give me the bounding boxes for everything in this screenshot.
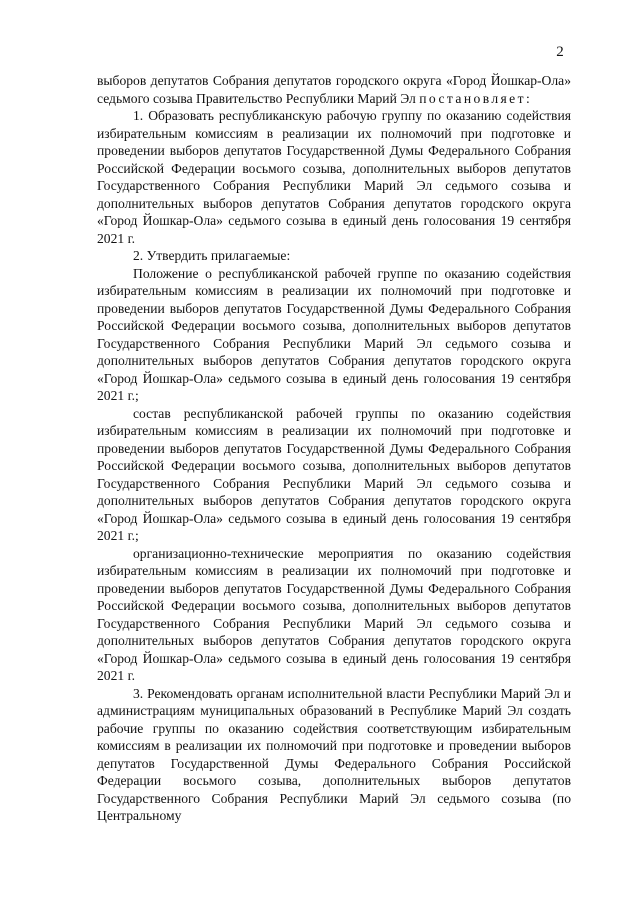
paragraph-item-2-measures: организационно-технические мероприятия по оказанию содействия избирательным комиссиям в реализации их полномочий при подготовке и проведении выборов депутатов Государственной Думы Федерального Собрания Российской Федерации восьмого созыва, дополнительных выборов депутатов Государственного Собрания Республики Марий Эл седьмого созыва и дополнительных выборов депутатов Собрания депутатов городского округа «Город Йошкар-Ола» седьмого созыва в единый день голосования 19 сентября 2021 г.: [97, 545, 571, 683]
paragraph-item-2-regulation: Положение о республиканской рабочей группе по оказанию содействия избирательным комиссиям в реализации их полномочий при подготовке и проведении выборов депутатов Государственной Думы Федерального Собрания Российской Федерации восьмого созыва, дополнительных выборов депутатов Государственного Собрания Республики Марий Эл седьмого созыва и дополнительных выборов депутатов Собрания депутатов городского округа «Город Йошкар-Ола» седьмого созыва в единый день голосования 19 сентября 2021 г.;: [97, 265, 571, 403]
paragraph-item-2: 2. Утвердить прилагаемые:: [133, 248, 291, 263]
document-body: [97, 72, 571, 825]
paragraph-item-3: 3. Рекомендовать органам исполнительной власти Республики Марий Эл и администрациям муниципальных образований в Республике Марий Эл создать рабочие группы по оказанию содействия соответствующим избирательным комиссиям в реализации их полномочий при подготовке и проведении выборов депутатов Государственной Думы Федерального Собрания Российской Федерации восьмого созыва, дополнительных выборов депутатов Государственного Собрания Республики Марий Эл седьмого созыва (по Центральному: [97, 685, 571, 823]
page-number: 2: [556, 44, 564, 60]
intro-text: выборов депутатов Собрания депутатов городского округа «Город Йошкар-Ола» седьмого созыва Правительство Республики Марий Эл: [97, 73, 571, 106]
intro-paragraph: [97, 72, 571, 107]
paragraph-item-1: 1. Образовать республиканскую рабочую группу по оказанию содействия избирательным комиссиям в реализации их полномочий при подготовке и проведении выборов депутатов Государственной Думы Федерального Собрания Российской Федерации восьмого созыва, дополнительных выборов депутатов Государственного Собрания Республики Марий Эл седьмого созыва и дополнительных выборов депутатов Собрания депутатов городского округа «Город Йошкар-Ола» седьмого созыва в единый день голосования 19 сентября 2021 г.: [97, 108, 571, 246]
paragraph-item-2-composition: состав республиканской рабочей группы по оказанию содействия избирательным комиссиям в реализации их полномочий при подготовке и проведении выборов депутатов Государственной Думы Федерального Собрания Российской Федерации восьмого созыва, дополнительных выборов депутатов Государственного Собрания Республики Марий Эл седьмого созыва и дополнительных выборов депутатов Собрания депутатов городского округа «Город Йошкар-Ола» седьмого созыва в единый день голосования 19 сентября 2021 г.;: [97, 405, 571, 543]
decree-word: постановляет:: [419, 90, 533, 106]
